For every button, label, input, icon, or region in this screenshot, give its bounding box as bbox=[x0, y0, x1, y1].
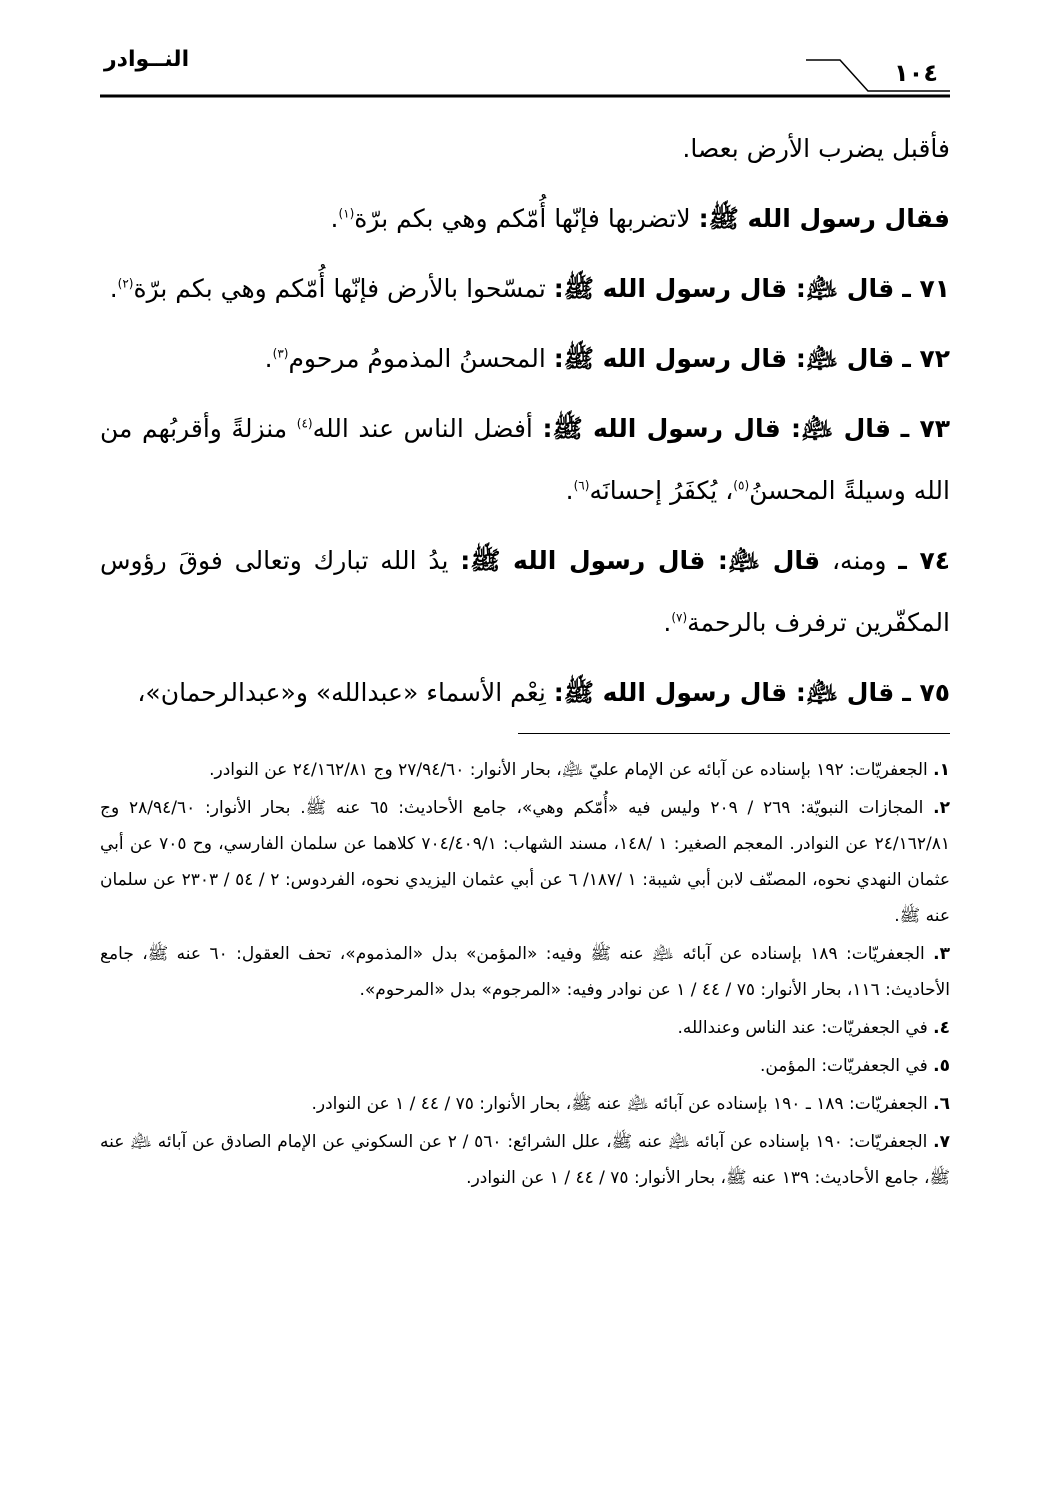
page-header bbox=[100, 40, 950, 100]
footnote bbox=[100, 1086, 950, 1122]
footnote-ref: (٤) bbox=[296, 416, 313, 431]
footnote-number: ٤. bbox=[933, 1018, 950, 1038]
hadith-text: لاتضربها فإنّها أُمّكم وهي بكم برّة bbox=[354, 204, 691, 233]
attribution: قال ﵇: قال رسول الله ﷺ: bbox=[542, 414, 892, 443]
footnote bbox=[100, 936, 950, 1008]
page-number: ١٠٤ bbox=[894, 59, 938, 87]
footnote-text: الجعفريّات: ١٩٢ بإسناده عن آبائه عن الإمام عليّ ﵇، بحار الأنوار: ٢٧/٩٤/٦٠ وج ٢٤/١٦٢/٨١ عن النوادر. bbox=[209, 760, 928, 780]
hadith-73 bbox=[100, 398, 950, 522]
punctuation: . bbox=[109, 274, 118, 303]
hadith-number: ٧٢ ـ bbox=[902, 344, 950, 373]
hadith-number: ٧١ ـ bbox=[902, 274, 950, 303]
attribution: قال ﵇: قال رسول الله ﷺ: bbox=[553, 678, 895, 707]
footnote bbox=[100, 1124, 950, 1196]
footnote-text: الجعفريّات: ١٨٩ بإسناده عن آبائه ﵇ عنه ﷺ وفيه: «المؤمن» بدل «المذموم»، تحف العقول: ٦٠ عنه ﷺ، جامع الأحاديث: ١١٦، بحار الأنوار: ٧٥ / ٤٤ / ١ عن نوادر وفيه: «المرجوم» بدل «المرحوم». bbox=[100, 944, 950, 1000]
footnote-text: في الجعفريّات: المؤمن. bbox=[759, 1056, 928, 1076]
footnote-ref: (٣) bbox=[272, 346, 289, 361]
attribution: قال ﵇: قال رسول الله ﷺ: bbox=[460, 546, 821, 575]
footnote bbox=[100, 752, 950, 788]
attribution: فقال رسول الله ﷺ: bbox=[698, 204, 950, 233]
hadith-text: منزلةً وأقربُهم من الله وسيلةً المحسنُ bbox=[100, 414, 950, 505]
punctuation: . bbox=[565, 476, 574, 505]
footnote-ref: (٢) bbox=[117, 276, 134, 291]
hadith-72 bbox=[100, 328, 950, 390]
footnote-number: ١. bbox=[933, 760, 950, 780]
hadith-text: نِعْم الأسماء «عبدالله» و«عبدالرحمان»، bbox=[137, 678, 546, 707]
paragraph bbox=[100, 188, 950, 250]
footnotes bbox=[100, 752, 950, 1198]
footnote bbox=[100, 1048, 950, 1084]
footnote-ref: (٧) bbox=[671, 610, 688, 625]
hadith-text: المحسنُ المذمومُ مرحوم bbox=[288, 344, 546, 373]
footnote-text: الجعفريّات: ١٨٩ ـ ١٩٠ بإسناده عن آبائه ﵇ عنه ﷺ، بحار الأنوار: ٧٥ / ٤٤ / ١ عن النوادر. bbox=[311, 1094, 928, 1114]
hadith-text: أفضل الناس عند الله bbox=[312, 414, 533, 443]
footnote-number: ٦. bbox=[933, 1094, 950, 1114]
footnote-number: ٧. bbox=[933, 1132, 951, 1152]
footnote-number: ٥. bbox=[933, 1056, 950, 1076]
punctuation: . bbox=[663, 608, 672, 637]
footnote-ref: (٦) bbox=[573, 478, 590, 493]
hadith-number: ٧٣ ـ bbox=[900, 414, 951, 443]
hadith-text: يدُ الله تبارك وتعالى فوقَ رؤوس المكفّرين ترفرف بالرحمة bbox=[100, 546, 950, 637]
main-text bbox=[100, 118, 950, 724]
footnote-text: المجازات النبويّة: ٢٦٩ / ٢٠٩ وليس فيه «أُمّكم وهي»، جامع الأحاديث: ٦٥ عنه ﷺ. بحار الأنوار: ٢٨/٩٤/٦٠ وج ٢٤/١٦٢/٨١ عن النوادر. المعجم الصغير: ١ /١٤٨، مسند الشهاب: ٧٠٤/٤٠٩/١ كلاهما عن سلمان الفارسي، وح ٧٠٥ عن أبي عثمان النهدي نحوه، المصنّف لابن أبي شيبة: ١ /١٨٧/ ٦ عن أبي عثمان اليزيدي نحوه، الفردوس: ٢ / ٥٤ / ٢٣٠٣ عن سلمان عنه ﷺ. bbox=[100, 798, 950, 926]
attribution: قال ﵇: قال رسول الله ﷺ: bbox=[553, 344, 895, 373]
paragraph bbox=[100, 118, 950, 180]
hadith-text: ، يُكفَرُ إحسانَه bbox=[589, 476, 734, 505]
hadith-number: ٧٤ ـ bbox=[898, 546, 950, 575]
footnote-text: الجعفريّات: ١٩٠ بإسناده عن آبائه ﵇ عنه ﷺ، علل الشرائع: ٥٦٠ / ٢ عن السكوني عن الإمام الصادق عن آبائه ﵇ عنه ﷺ، جامع الأحاديث: ١٣٩ عنه ﷺ، بحار الأنوار: ٧٥ / ٤٤ / ١ عن النوادر. bbox=[100, 1132, 950, 1188]
paragraph-text: فأقبل يضرب الأرض بعصا. bbox=[682, 134, 950, 163]
punctuation: . bbox=[264, 344, 273, 373]
preface-text: ومنه، bbox=[831, 546, 887, 575]
hadith-75 bbox=[100, 662, 950, 724]
header-rule bbox=[100, 40, 950, 100]
footnote-number: ٣. bbox=[933, 944, 950, 964]
footnote bbox=[100, 790, 950, 934]
footnote-text: في الجعفريّات: عند الناس وعندالله. bbox=[677, 1018, 928, 1038]
footnote-separator bbox=[518, 733, 950, 734]
footnote-number: ٢. bbox=[933, 798, 950, 818]
hadith-74 bbox=[100, 530, 950, 654]
footnote-ref: (١) bbox=[338, 206, 355, 221]
hadith-text: تمسّحوا بالأرض فإنّها أُمّكم وهي بكم برّة bbox=[133, 274, 546, 303]
footnote bbox=[100, 1010, 950, 1046]
punctuation: . bbox=[330, 204, 339, 233]
running-title: النــوادر bbox=[104, 47, 190, 72]
hadith-71 bbox=[100, 258, 950, 320]
hadith-number: ٧٥ ـ bbox=[902, 678, 950, 707]
footnote-ref: (٥) bbox=[733, 478, 750, 493]
attribution: قال ﵇: قال رسول الله ﷺ: bbox=[553, 274, 895, 303]
